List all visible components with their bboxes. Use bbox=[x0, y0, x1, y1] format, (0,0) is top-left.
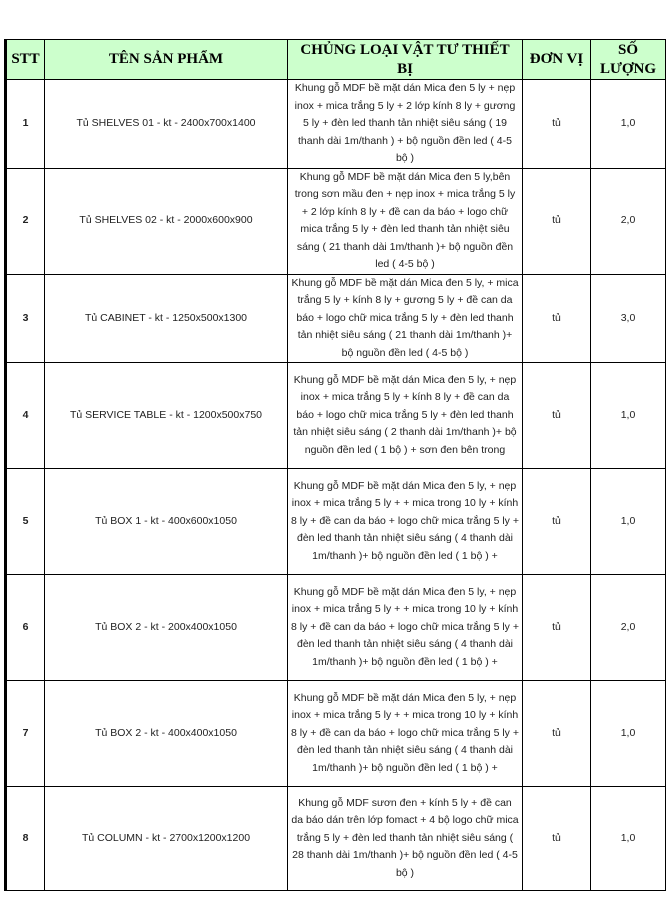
row-material-spec: Khung gỗ MDF sươn đen + kính 5 ly + đề can da báo dán trên lớp fomact + 4 bộ logo chữ mica trắng 5 ly + đèn led thanh tản nhiệt siêu sáng ( 28 thanh dài 1m/thanh )+ bộ nguồn đền led ( 4-5 bộ ) bbox=[288, 787, 523, 891]
table-row bbox=[6, 80, 666, 169]
row-quantity: 2,0 bbox=[591, 575, 666, 681]
table-row bbox=[6, 787, 666, 891]
row-unit: tủ bbox=[523, 363, 591, 469]
row-stt: 7 bbox=[6, 681, 45, 787]
row-material-spec: Khung gỗ MDF bề mặt dán Mica đen 5 ly, + nẹp inox + mica trắng 5 ly + kính 8 ly + đề can da báo + logo chữ mica trắng 5 ly + đèn led thanh tản nhiệt siêu sáng ( 2 thanh dài 1m/thanh )+ bộ nguồn đền led ( 1 bộ ) + sơn đen bên trong bbox=[288, 363, 523, 469]
row-product-name: Tủ SHELVES 02 - kt - 2000x600x900 bbox=[45, 168, 288, 274]
row-product-name: Tủ SERVICE TABLE - kt - 1200x500x750 bbox=[45, 363, 288, 469]
table-row bbox=[6, 681, 666, 787]
table-row bbox=[6, 168, 666, 274]
row-material-spec: Khung gỗ MDF bề mặt dán Mica đen 5 ly + nẹp inox + mica trắng 5 ly + 2 lớp kính 8 ly + gương 5 ly + đèn led thanh tản nhiệt siêu sáng ( 19 thanh dài 1m/thanh ) + bộ nguồn đền led ( 4-5 bộ ) bbox=[288, 80, 523, 169]
row-quantity: 1,0 bbox=[591, 80, 666, 169]
header-product-name: TÊN SẢN PHẨM bbox=[45, 40, 288, 80]
row-unit: tủ bbox=[523, 787, 591, 891]
row-product-name: Tủ CABINET - kt - 1250x500x1300 bbox=[45, 274, 288, 363]
row-quantity: 1,0 bbox=[591, 469, 666, 575]
row-unit: tủ bbox=[523, 681, 591, 787]
row-product-name: Tủ BOX 1 - kt - 400x600x1050 bbox=[45, 469, 288, 575]
header-row bbox=[6, 40, 666, 80]
product-table bbox=[4, 39, 666, 891]
row-quantity: 1,0 bbox=[591, 787, 666, 891]
row-stt: 8 bbox=[6, 787, 45, 891]
row-material-spec: Khung gỗ MDF bề mặt dán Mica đen 5 ly, + nẹp inox + mica trắng 5 ly + + mica trong 10 ly + kính 8 ly + đề can da báo + logo chữ mica trắng 5 ly + đèn led thanh tản nhiệt siêu sáng ( 4 thanh dài 1m/thanh )+ bộ nguồn đền led ( 1 bộ ) + bbox=[288, 681, 523, 787]
row-material-spec: Khung gỗ MDF bề mặt dán Mica đen 5 ly, + mica trắng 5 ly + kính 8 ly + gương 5 ly + đề can da báo + logo chữ mica trắng 5 ly + đèn led thanh tản nhiệt siêu sáng ( 21 thanh dài 1m/thanh )+ bộ nguồn đền led ( 4-5 bộ ) bbox=[288, 274, 523, 363]
row-product-name: Tủ BOX 2 - kt - 400x400x1050 bbox=[45, 681, 288, 787]
row-unit: tủ bbox=[523, 469, 591, 575]
row-material-spec: Khung gỗ MDF bề mặt dán Mica đen 5 ly,bên trong sơn mầu đen + nẹp inox + mica trắng 5 ly + 2 lớp kính 8 ly + đề can da báo + logo chữ mica trắng 5 ly + đèn led thanh tản nhiệt siêu sáng ( 21 thanh dài 1m/thanh )+ bộ nguồn đền led ( 4-5 bộ ) bbox=[288, 168, 523, 274]
row-unit: tủ bbox=[523, 575, 591, 681]
row-stt: 5 bbox=[6, 469, 45, 575]
row-stt: 1 bbox=[6, 80, 45, 169]
row-material-spec: Khung gỗ MDF bề mặt dán Mica đen 5 ly, + nẹp inox + mica trắng 5 ly + + mica trong 10 ly + kính 8 ly + đề can da báo + logo chữ mica trắng 5 ly + đèn led thanh tản nhiệt siêu sáng ( 4 thanh dài 1m/thanh )+ bộ nguồn đền led ( 1 bộ ) + bbox=[288, 575, 523, 681]
table-row bbox=[6, 469, 666, 575]
table-row bbox=[6, 274, 666, 363]
row-stt: 6 bbox=[6, 575, 45, 681]
table-row bbox=[6, 363, 666, 469]
row-quantity: 1,0 bbox=[591, 681, 666, 787]
row-unit: tủ bbox=[523, 80, 591, 169]
row-quantity: 2,0 bbox=[591, 168, 666, 274]
row-stt: 2 bbox=[6, 168, 45, 274]
header-unit: ĐƠN VỊ bbox=[523, 40, 591, 80]
row-unit: tủ bbox=[523, 274, 591, 363]
row-quantity: 1,0 bbox=[591, 363, 666, 469]
row-stt: 4 bbox=[6, 363, 45, 469]
row-product-name: Tủ SHELVES 01 - kt - 2400x700x1400 bbox=[45, 80, 288, 169]
row-product-name: Tủ COLUMN - kt - 2700x1200x1200 bbox=[45, 787, 288, 891]
row-material-spec: Khung gỗ MDF bề mặt dán Mica đen 5 ly, + nẹp inox + mica trắng 5 ly + + mica trong 10 ly + kính 8 ly + đề can da báo + logo chữ mica trắng 5 ly + đèn led thanh tản nhiệt siêu sáng ( 4 thanh dài 1m/thanh )+ bộ nguồn đền led ( 1 bộ ) + bbox=[288, 469, 523, 575]
header-stt: STT bbox=[6, 40, 45, 80]
row-quantity: 3,0 bbox=[591, 274, 666, 363]
header-quantity: SỐ LƯỢNG bbox=[591, 40, 666, 80]
table-row bbox=[6, 575, 666, 681]
row-unit: tủ bbox=[523, 168, 591, 274]
row-product-name: Tủ BOX 2 - kt - 200x400x1050 bbox=[45, 575, 288, 681]
header-material-spec: CHỦNG LOẠI VẬT TƯ THIẾT BỊ bbox=[288, 40, 523, 80]
row-stt: 3 bbox=[6, 274, 45, 363]
